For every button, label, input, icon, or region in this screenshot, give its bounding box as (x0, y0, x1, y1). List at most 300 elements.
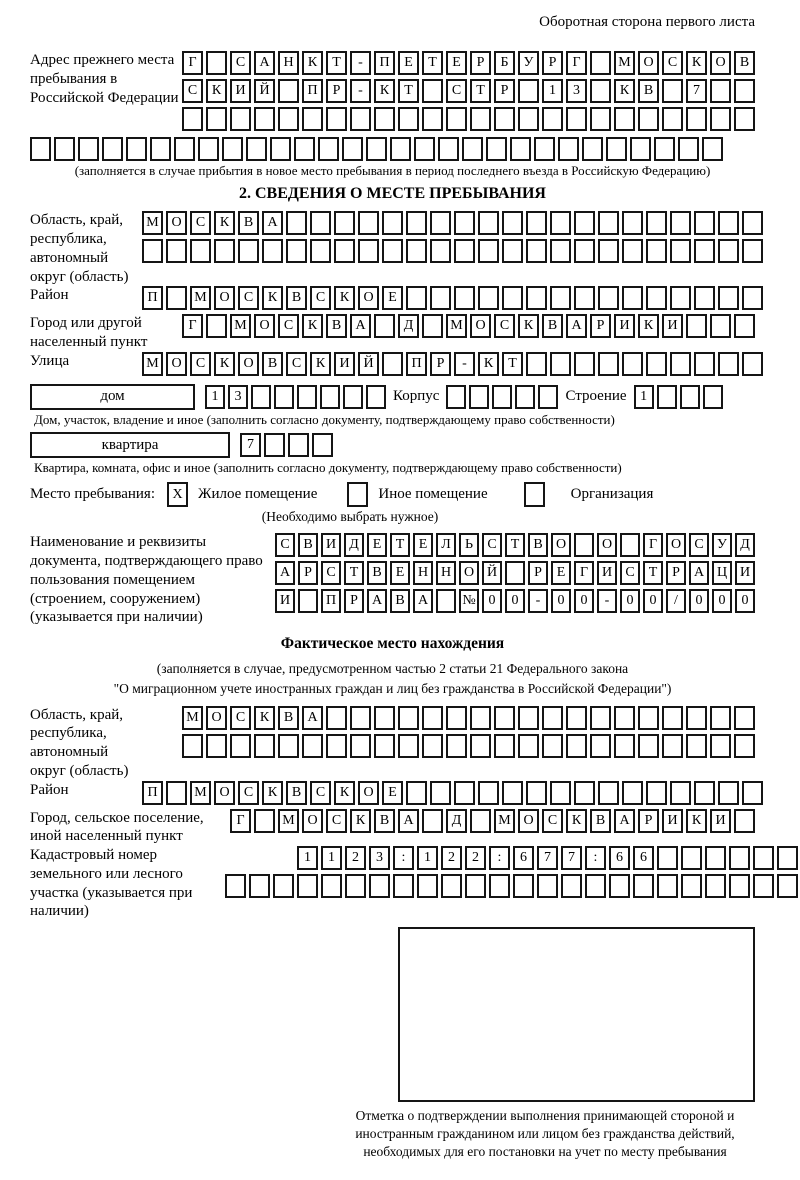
char-cell[interactable]: К (214, 211, 235, 235)
char-cell[interactable] (646, 286, 667, 310)
char-cell[interactable]: 0 (482, 589, 502, 613)
char-cell[interactable]: С (278, 314, 299, 338)
char-cell[interactable]: Р (542, 51, 563, 75)
char-cell[interactable] (510, 137, 531, 161)
char-cell[interactable] (582, 137, 603, 161)
char-cell[interactable] (646, 239, 667, 263)
char-cell[interactable]: Т (502, 352, 523, 376)
char-cell[interactable] (742, 781, 763, 805)
char-cell[interactable] (310, 239, 331, 263)
char-cell[interactable]: С (230, 706, 251, 730)
char-cell[interactable] (718, 781, 739, 805)
char-cell[interactable]: 6 (513, 846, 534, 870)
char-cell[interactable]: П (406, 352, 427, 376)
char-cell[interactable] (718, 239, 739, 263)
char-cell[interactable]: О (358, 286, 379, 310)
char-cell[interactable] (494, 706, 515, 730)
char-cell[interactable]: О (597, 533, 617, 557)
char-cell[interactable] (489, 874, 510, 898)
char-cell[interactable] (382, 352, 403, 376)
char-cell[interactable]: К (334, 781, 355, 805)
char-cell[interactable]: 2 (345, 846, 366, 870)
char-cell[interactable]: Р (494, 79, 515, 103)
char-cell[interactable] (753, 874, 774, 898)
char-cell[interactable] (702, 137, 723, 161)
char-cell[interactable]: П (142, 781, 163, 805)
char-cell[interactable]: 1 (297, 846, 318, 870)
char-cell[interactable]: Р (326, 79, 347, 103)
char-cell[interactable]: С (182, 79, 203, 103)
char-cell[interactable]: Р (666, 561, 686, 585)
char-cell[interactable] (446, 734, 467, 758)
char-cell[interactable] (622, 352, 643, 376)
char-cell[interactable]: 6 (609, 846, 630, 870)
char-cell[interactable]: Т (390, 533, 410, 557)
char-cell[interactable]: С (662, 51, 683, 75)
char-cell[interactable] (465, 874, 486, 898)
char-cell[interactable] (446, 107, 467, 131)
char-cell[interactable] (598, 352, 619, 376)
char-cell[interactable] (326, 734, 347, 758)
char-cell[interactable]: Е (367, 533, 387, 557)
char-cell[interactable] (630, 137, 651, 161)
char-cell[interactable] (278, 79, 299, 103)
char-cell[interactable]: В (374, 809, 395, 833)
char-cell[interactable]: Т (326, 51, 347, 75)
char-cell[interactable] (734, 79, 755, 103)
char-cell[interactable] (406, 286, 427, 310)
char-cell[interactable]: Д (398, 314, 419, 338)
char-cell[interactable] (598, 239, 619, 263)
char-cell[interactable] (585, 874, 606, 898)
char-cell[interactable] (446, 706, 467, 730)
char-cell[interactable]: С (286, 352, 307, 376)
char-cell[interactable]: К (302, 51, 323, 75)
char-cell[interactable] (254, 734, 275, 758)
char-cell[interactable] (469, 385, 489, 409)
char-cell[interactable] (670, 239, 691, 263)
char-cell[interactable]: Е (398, 51, 419, 75)
char-cell[interactable] (646, 352, 667, 376)
char-cell[interactable]: П (142, 286, 163, 310)
char-cell[interactable] (264, 433, 285, 457)
char-cell[interactable] (633, 874, 654, 898)
char-cell[interactable]: У (712, 533, 732, 557)
char-cell[interactable] (30, 137, 51, 161)
char-cell[interactable]: 3 (566, 79, 587, 103)
char-cell[interactable] (358, 211, 379, 235)
char-cell[interactable] (230, 107, 251, 131)
char-cell[interactable] (206, 107, 227, 131)
char-cell[interactable]: А (350, 314, 371, 338)
char-cell[interactable]: К (214, 352, 235, 376)
char-cell[interactable] (542, 734, 563, 758)
char-cell[interactable] (422, 107, 443, 131)
char-cell[interactable] (470, 734, 491, 758)
char-cell[interactable]: В (326, 314, 347, 338)
char-cell[interactable] (718, 352, 739, 376)
char-cell[interactable] (734, 314, 755, 338)
char-cell[interactable] (430, 286, 451, 310)
char-cell[interactable] (414, 137, 435, 161)
char-cell[interactable] (534, 137, 555, 161)
char-cell[interactable] (462, 137, 483, 161)
char-cell[interactable]: В (542, 314, 563, 338)
char-cell[interactable] (638, 107, 659, 131)
char-cell[interactable]: А (367, 589, 387, 613)
char-cell[interactable]: М (614, 51, 635, 75)
char-cell[interactable] (366, 137, 387, 161)
char-cell[interactable] (390, 137, 411, 161)
char-cell[interactable] (518, 107, 539, 131)
char-cell[interactable]: К (566, 809, 587, 833)
char-cell[interactable] (680, 385, 700, 409)
char-cell[interactable]: С (542, 809, 563, 833)
char-cell[interactable]: 0 (643, 589, 663, 613)
char-cell[interactable]: С (310, 286, 331, 310)
char-cell[interactable] (436, 589, 456, 613)
char-cell[interactable] (430, 239, 451, 263)
char-cell[interactable]: 0 (574, 589, 594, 613)
char-cell[interactable] (513, 874, 534, 898)
char-cell[interactable]: А (302, 706, 323, 730)
char-cell[interactable] (622, 239, 643, 263)
char-cell[interactable] (454, 286, 475, 310)
char-cell[interactable]: К (374, 79, 395, 103)
char-cell[interactable]: Т (505, 533, 525, 557)
char-cell[interactable] (718, 211, 739, 235)
char-cell[interactable]: Е (551, 561, 571, 585)
char-cell[interactable] (310, 211, 331, 235)
char-cell[interactable] (686, 107, 707, 131)
char-cell[interactable] (538, 385, 558, 409)
char-cell[interactable] (710, 107, 731, 131)
char-cell[interactable]: С (494, 314, 515, 338)
char-cell[interactable]: Л (436, 533, 456, 557)
char-cell[interactable] (254, 107, 275, 131)
char-cell[interactable] (734, 107, 755, 131)
char-cell[interactable] (382, 211, 403, 235)
char-cell[interactable]: 0 (551, 589, 571, 613)
char-cell[interactable]: О (518, 809, 539, 833)
char-cell[interactable]: П (374, 51, 395, 75)
char-cell[interactable] (654, 137, 675, 161)
char-cell[interactable]: В (590, 809, 611, 833)
char-cell[interactable] (302, 734, 323, 758)
char-cell[interactable] (622, 211, 643, 235)
char-cell[interactable] (710, 79, 731, 103)
checkbox-residential[interactable]: X (167, 482, 188, 507)
char-cell[interactable] (454, 781, 475, 805)
char-cell[interactable] (734, 706, 755, 730)
char-cell[interactable] (454, 211, 475, 235)
char-cell[interactable]: К (478, 352, 499, 376)
char-cell[interactable] (705, 874, 726, 898)
char-cell[interactable] (646, 781, 667, 805)
char-cell[interactable]: О (166, 211, 187, 235)
char-cell[interactable] (422, 79, 443, 103)
char-cell[interactable]: Й (358, 352, 379, 376)
char-cell[interactable] (251, 385, 271, 409)
char-cell[interactable] (150, 137, 171, 161)
char-cell[interactable]: В (367, 561, 387, 585)
char-cell[interactable] (638, 734, 659, 758)
char-cell[interactable]: И (230, 79, 251, 103)
char-cell[interactable]: Д (344, 533, 364, 557)
char-cell[interactable]: Г (182, 314, 203, 338)
char-cell[interactable]: С (238, 286, 259, 310)
char-cell[interactable] (574, 533, 594, 557)
char-cell[interactable]: Й (254, 79, 275, 103)
char-cell[interactable]: О (358, 781, 379, 805)
char-cell[interactable]: К (334, 286, 355, 310)
char-cell[interactable] (230, 734, 251, 758)
char-cell[interactable]: А (614, 809, 635, 833)
char-cell[interactable]: В (286, 781, 307, 805)
char-cell[interactable] (694, 286, 715, 310)
char-cell[interactable]: В (390, 589, 410, 613)
char-cell[interactable] (614, 706, 635, 730)
char-cell[interactable] (166, 781, 187, 805)
char-cell[interactable]: : (489, 846, 510, 870)
char-cell[interactable] (670, 781, 691, 805)
char-cell[interactable]: О (166, 352, 187, 376)
char-cell[interactable]: О (470, 314, 491, 338)
char-cell[interactable] (142, 239, 163, 263)
char-cell[interactable] (694, 211, 715, 235)
char-cell[interactable]: 1 (321, 846, 342, 870)
char-cell[interactable] (486, 137, 507, 161)
char-cell[interactable]: Е (390, 561, 410, 585)
char-cell[interactable] (430, 781, 451, 805)
char-cell[interactable] (54, 137, 75, 161)
char-cell[interactable]: 1 (205, 385, 225, 409)
char-cell[interactable]: А (398, 809, 419, 833)
char-cell[interactable]: К (614, 79, 635, 103)
char-cell[interactable] (174, 137, 195, 161)
char-cell[interactable] (590, 107, 611, 131)
char-cell[interactable] (518, 79, 539, 103)
char-cell[interactable] (742, 239, 763, 263)
char-cell[interactable]: Р (430, 352, 451, 376)
char-cell[interactable]: К (262, 286, 283, 310)
char-cell[interactable]: Г (566, 51, 587, 75)
char-cell[interactable] (590, 51, 611, 75)
char-cell[interactable]: Т (643, 561, 663, 585)
char-cell[interactable] (225, 874, 246, 898)
char-cell[interactable] (321, 874, 342, 898)
char-cell[interactable] (166, 286, 187, 310)
char-cell[interactable]: С (310, 781, 331, 805)
char-cell[interactable] (406, 211, 427, 235)
char-cell[interactable] (574, 239, 595, 263)
char-cell[interactable] (590, 79, 611, 103)
char-cell[interactable] (502, 286, 523, 310)
char-cell[interactable]: О (214, 781, 235, 805)
char-cell[interactable]: 1 (542, 79, 563, 103)
char-cell[interactable]: И (614, 314, 635, 338)
char-cell[interactable] (561, 874, 582, 898)
char-cell[interactable]: К (262, 781, 283, 805)
char-cell[interactable]: 2 (465, 846, 486, 870)
char-cell[interactable]: № (459, 589, 479, 613)
char-cell[interactable] (550, 239, 571, 263)
char-cell[interactable] (182, 734, 203, 758)
char-cell[interactable] (694, 781, 715, 805)
house-type-box[interactable]: дом (30, 384, 195, 410)
char-cell[interactable]: 3 (228, 385, 248, 409)
char-cell[interactable] (326, 706, 347, 730)
char-cell[interactable]: 0 (620, 589, 640, 613)
char-cell[interactable] (422, 314, 443, 338)
char-cell[interactable] (574, 781, 595, 805)
char-cell[interactable]: 7 (561, 846, 582, 870)
char-cell[interactable]: Т (422, 51, 443, 75)
char-cell[interactable] (190, 239, 211, 263)
char-cell[interactable]: К (686, 51, 707, 75)
char-cell[interactable]: 2 (441, 846, 462, 870)
char-cell[interactable] (345, 874, 366, 898)
char-cell[interactable]: М (142, 211, 163, 235)
char-cell[interactable]: В (528, 533, 548, 557)
char-cell[interactable] (454, 239, 475, 263)
char-cell[interactable] (286, 211, 307, 235)
char-cell[interactable]: А (689, 561, 709, 585)
char-cell[interactable] (622, 781, 643, 805)
char-cell[interactable]: А (254, 51, 275, 75)
char-cell[interactable]: С (238, 781, 259, 805)
char-cell[interactable] (470, 706, 491, 730)
char-cell[interactable] (312, 433, 333, 457)
char-cell[interactable] (526, 781, 547, 805)
char-cell[interactable] (350, 734, 371, 758)
char-cell[interactable]: 0 (689, 589, 709, 613)
char-cell[interactable] (254, 809, 275, 833)
char-cell[interactable]: О (214, 286, 235, 310)
char-cell[interactable]: Й (482, 561, 502, 585)
char-cell[interactable] (622, 286, 643, 310)
char-cell[interactable] (657, 846, 678, 870)
char-cell[interactable] (182, 107, 203, 131)
char-cell[interactable]: В (638, 79, 659, 103)
char-cell[interactable] (646, 211, 667, 235)
char-cell[interactable]: В (734, 51, 755, 75)
char-cell[interactable]: К (310, 352, 331, 376)
char-cell[interactable]: 0 (505, 589, 525, 613)
char-cell[interactable]: Ь (459, 533, 479, 557)
char-cell[interactable]: Р (638, 809, 659, 833)
char-cell[interactable]: К (206, 79, 227, 103)
char-cell[interactable] (710, 706, 731, 730)
char-cell[interactable]: К (302, 314, 323, 338)
char-cell[interactable] (550, 352, 571, 376)
char-cell[interactable]: О (206, 706, 227, 730)
char-cell[interactable] (662, 79, 683, 103)
char-cell[interactable]: П (321, 589, 341, 613)
char-cell[interactable] (574, 286, 595, 310)
char-cell[interactable]: : (585, 846, 606, 870)
char-cell[interactable]: Р (298, 561, 318, 585)
char-cell[interactable] (297, 385, 317, 409)
char-cell[interactable]: Р (590, 314, 611, 338)
char-cell[interactable] (422, 809, 443, 833)
char-cell[interactable] (406, 781, 427, 805)
char-cell[interactable]: Б (494, 51, 515, 75)
char-cell[interactable]: О (638, 51, 659, 75)
char-cell[interactable] (526, 286, 547, 310)
char-cell[interactable] (492, 385, 512, 409)
char-cell[interactable] (422, 706, 443, 730)
char-cell[interactable]: О (710, 51, 731, 75)
char-cell[interactable] (550, 781, 571, 805)
char-cell[interactable] (222, 137, 243, 161)
char-cell[interactable] (398, 107, 419, 131)
char-cell[interactable] (320, 385, 340, 409)
char-cell[interactable] (566, 734, 587, 758)
char-cell[interactable]: С (620, 561, 640, 585)
char-cell[interactable] (470, 809, 491, 833)
char-cell[interactable] (270, 137, 291, 161)
char-cell[interactable]: В (298, 533, 318, 557)
char-cell[interactable] (515, 385, 535, 409)
char-cell[interactable]: 3 (369, 846, 390, 870)
char-cell[interactable] (670, 211, 691, 235)
char-cell[interactable]: Р (344, 589, 364, 613)
char-cell[interactable] (278, 107, 299, 131)
char-cell[interactable] (206, 314, 227, 338)
char-cell[interactable] (734, 734, 755, 758)
char-cell[interactable]: М (446, 314, 467, 338)
char-cell[interactable]: К (638, 314, 659, 338)
checkbox-organization[interactable] (524, 482, 545, 507)
char-cell[interactable] (566, 706, 587, 730)
char-cell[interactable] (620, 533, 640, 557)
char-cell[interactable] (470, 107, 491, 131)
char-cell[interactable] (703, 385, 723, 409)
char-cell[interactable] (609, 874, 630, 898)
char-cell[interactable]: С (689, 533, 709, 557)
char-cell[interactable] (526, 239, 547, 263)
char-cell[interactable]: М (230, 314, 251, 338)
char-cell[interactable] (342, 137, 363, 161)
char-cell[interactable]: Г (182, 51, 203, 75)
char-cell[interactable] (742, 211, 763, 235)
char-cell[interactable]: И (662, 314, 683, 338)
char-cell[interactable]: О (666, 533, 686, 557)
char-cell[interactable] (638, 706, 659, 730)
char-cell[interactable] (558, 137, 579, 161)
char-cell[interactable]: О (254, 314, 275, 338)
char-cell[interactable]: Е (446, 51, 467, 75)
char-cell[interactable]: 0 (712, 589, 732, 613)
char-cell[interactable] (214, 239, 235, 263)
char-cell[interactable] (126, 137, 147, 161)
char-cell[interactable] (681, 846, 702, 870)
char-cell[interactable] (334, 211, 355, 235)
char-cell[interactable]: И (275, 589, 295, 613)
char-cell[interactable] (686, 314, 707, 338)
char-cell[interactable] (334, 239, 355, 263)
char-cell[interactable] (478, 239, 499, 263)
char-cell[interactable]: / (666, 589, 686, 613)
char-cell[interactable] (729, 846, 750, 870)
char-cell[interactable] (566, 107, 587, 131)
char-cell[interactable] (294, 137, 315, 161)
char-cell[interactable] (430, 211, 451, 235)
char-cell[interactable] (614, 734, 635, 758)
char-cell[interactable]: 1 (634, 385, 654, 409)
char-cell[interactable]: С (275, 533, 295, 557)
